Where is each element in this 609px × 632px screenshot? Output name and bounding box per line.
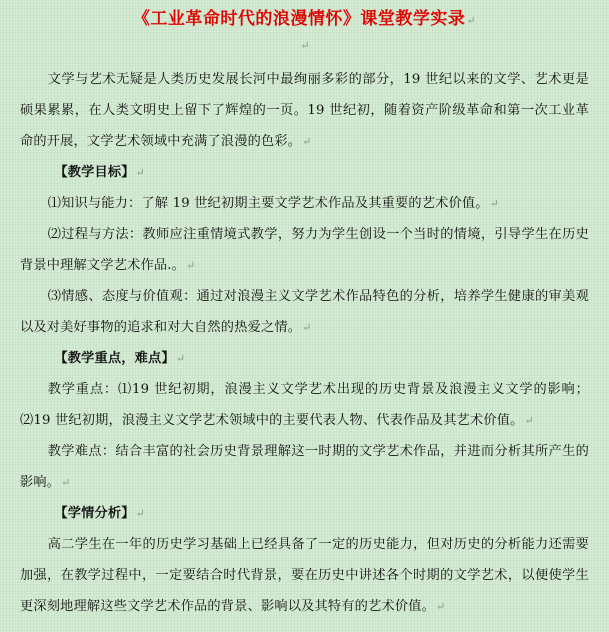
paragraph-text: 教学难点：结合丰富的社会历史背景理解这一时期的文学艺术作品，并进而分析其所产生的影响。 [20, 444, 589, 490]
paragraph-text: ⑵过程与方法：教师应注重情境式教学，努力为学生创设一个当时的情境，引导学生在历史背景中理解文学艺术作品.。 [20, 227, 589, 273]
paragraph-mark-icon: ↵ [524, 414, 534, 427]
key-points-paragraph [20, 374, 589, 436]
objective-knowledge-paragraph [20, 188, 589, 219]
intro-paragraph [20, 64, 589, 157]
paragraph-mark-icon: ↵ [186, 259, 196, 272]
blank-line [20, 38, 589, 64]
objective-emotion-paragraph [20, 281, 589, 343]
paragraph-mark-icon: ↵ [302, 321, 312, 334]
paragraph-text: 高二学生在一年的历史学习基础上已经具备了一定的历史能力，但对历史的分析能力还需要加强，在教学过程中，一定要结合时代背景，要在历史中讲述各个时期的文学艺术，以便使学生更深刻地理解这些文学艺术作品的背景、影响以及其特有的艺术价值。 [20, 537, 589, 614]
paragraph-mark-icon: ↵ [489, 197, 500, 210]
paragraph-mark-icon: ↵ [135, 166, 146, 179]
paragraph-text: 教学重点：⑴19 世纪初期，浪漫主义文学艺术出现的历史背景及浪漫主义文学的影响；⑵19 世纪初期，浪漫主义文学艺术领域中的主要代表人物、代表作品及其艺术价值。 [20, 382, 589, 428]
title-text: 《工业革命时代的浪漫情怀》课堂教学实录 [132, 9, 466, 29]
paragraph-mark-icon: ↵ [436, 600, 446, 613]
section-heading-key-points [20, 343, 589, 374]
paragraph-text: ⑶情感、态度与价值观：通过对浪漫主义文学艺术作品特色的分析，培养学生健康的审美观以及对美好事物的追求和对大自然的热爱之情。 [20, 289, 589, 335]
paragraph-mark-icon: ↵ [175, 352, 186, 365]
heading-text: 【教学目标】 [54, 165, 135, 180]
heading-text: 【学情分析】 [54, 506, 135, 521]
paragraph-mark-icon: ↵ [135, 507, 146, 520]
paragraph-mark-icon: ↵ [61, 476, 71, 489]
section-heading-learner-analysis [20, 498, 589, 529]
document-title [20, 0, 589, 38]
heading-text: 【教学重点，难点】 [54, 351, 175, 366]
learner-analysis-paragraph [20, 529, 589, 622]
objective-process-paragraph [20, 219, 589, 281]
difficulty-paragraph [20, 436, 589, 498]
paragraph-mark-icon: ↵ [300, 39, 310, 52]
paragraph-mark-icon: ↵ [466, 14, 477, 27]
paragraph-text: 文学与艺术无疑是人类历史发展长河中最绚丽多彩的部分，19 世纪以来的文学、艺术更是硕果累累，在人类文明史上留下了辉煌的一页。19 世纪初，随着资产阶级革命和第一次工业革命的开展，文学艺术领域中充满了浪漫的色彩。 [20, 72, 589, 149]
section-heading-objectives [20, 157, 589, 188]
paragraph-mark-icon: ↵ [302, 135, 312, 148]
paragraph-text: ⑴知识与能力：了解 19 世纪初期主要文学艺术作品及其重要的艺术价值。 [47, 196, 489, 211]
